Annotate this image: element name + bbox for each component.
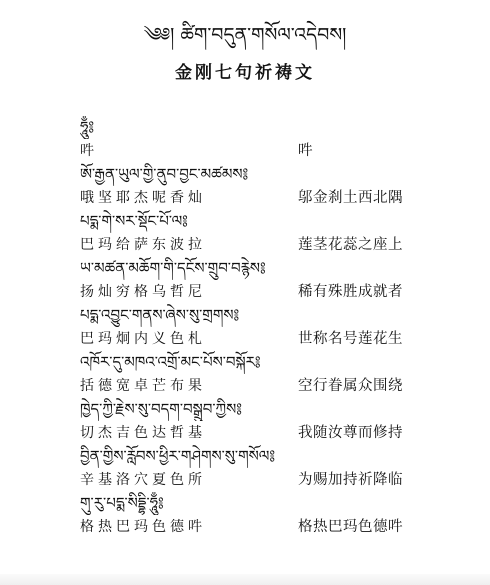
translation-text: 格热巴玛色德吽 bbox=[298, 519, 403, 535]
chinese-line bbox=[80, 233, 460, 257]
seed-syllable-row bbox=[80, 116, 460, 163]
mantra-row bbox=[80, 492, 460, 539]
chinese-line bbox=[80, 421, 460, 445]
transliteration-text: 巴玛给萨东波拉 bbox=[80, 237, 206, 253]
tibetan-line: ཧཱུྃ༔ bbox=[80, 118, 95, 136]
chinese-line bbox=[80, 327, 460, 351]
tibetan-line: ཨོ་རྒྱན་ཡུལ་གྱི་ནུབ་བྱང་མཚམས༔ bbox=[80, 165, 249, 183]
chinese-line bbox=[80, 515, 460, 539]
transliteration-text: 巴玛炯内义色札 bbox=[80, 331, 206, 347]
chinese-line bbox=[80, 374, 460, 398]
chinese-line bbox=[80, 468, 460, 492]
transliteration-text: 哦坚耶杰呢香灿 bbox=[80, 190, 206, 206]
translation-text: 为赐加持祈降临 bbox=[298, 472, 403, 488]
tibetan-line: པདྨ་འབྱུང་གནས་ཞེས་སུ་གྲགས༔ bbox=[80, 306, 240, 324]
tibetan-line: ཁྱེད་ཀྱི་རྗེས་སུ་བདག་བསྒྲུབ་ཀྱིས༔ bbox=[80, 400, 242, 418]
chinese-line bbox=[80, 139, 460, 163]
transliteration-text: 吽 bbox=[80, 143, 98, 159]
chinese-line bbox=[80, 280, 460, 304]
chinese-line bbox=[80, 186, 460, 210]
translation-text: 稀有殊胜成就者 bbox=[298, 284, 403, 300]
translation-text: 吽 bbox=[298, 143, 313, 159]
transliteration-text: 切杰吉色达哲基 bbox=[80, 425, 206, 441]
translation-text: 邬金刹土西北隅 bbox=[298, 190, 403, 206]
tibetan-line: བྱིན་གྱིས་རློབས་ཕྱིར་གཤེགས་སུ་གསོལ༔ bbox=[80, 447, 276, 465]
transliteration-text: 格热巴玛色德吽 bbox=[80, 519, 206, 535]
verse-row bbox=[80, 445, 460, 492]
tibetan-line: ཡ་མཚན་མཆོག་གི་དངོས་གྲུབ་བརྙེས༔ bbox=[80, 259, 266, 277]
translation-text: 莲茎花蕊之座上 bbox=[298, 237, 403, 253]
verse-row bbox=[80, 210, 460, 257]
verse-row bbox=[80, 351, 460, 398]
verse-row bbox=[80, 304, 460, 351]
prayer-lines bbox=[80, 116, 460, 539]
tibetan-line: གུ་རུ་པདྨ་སིདྡྷི་ཧཱུྃ༔ bbox=[80, 494, 164, 512]
verse-row bbox=[80, 163, 460, 210]
translation-text: 空行眷属众围绕 bbox=[298, 378, 403, 394]
transliteration-text: 括德宽卓芒布果 bbox=[80, 378, 206, 394]
verse-row bbox=[80, 257, 460, 304]
tibetan-title: ༄༅། ཚིག་བདུན་གསོལ་འདེབས། bbox=[143, 24, 347, 46]
page-bottom-edge bbox=[0, 574, 490, 585]
transliteration-text: 扬灿穷格乌哲尼 bbox=[80, 284, 206, 300]
tibetan-line: འཁོར་དུ་མཁའ་འགྲོ་མང་པོས་བསྐོར༔ bbox=[80, 353, 261, 371]
translation-text: 我随汝尊而修持 bbox=[298, 425, 403, 441]
tibetan-line: པདྨ་གེ་སར་སྡོང་པོ་ལ༔ bbox=[80, 212, 188, 230]
chinese-title: 金刚七句祈祷文 bbox=[175, 63, 315, 83]
verse-row bbox=[80, 398, 460, 445]
transliteration-text: 辛基洛穴夏色所 bbox=[80, 472, 206, 488]
translation-text: 世称名号莲花生 bbox=[298, 331, 403, 347]
